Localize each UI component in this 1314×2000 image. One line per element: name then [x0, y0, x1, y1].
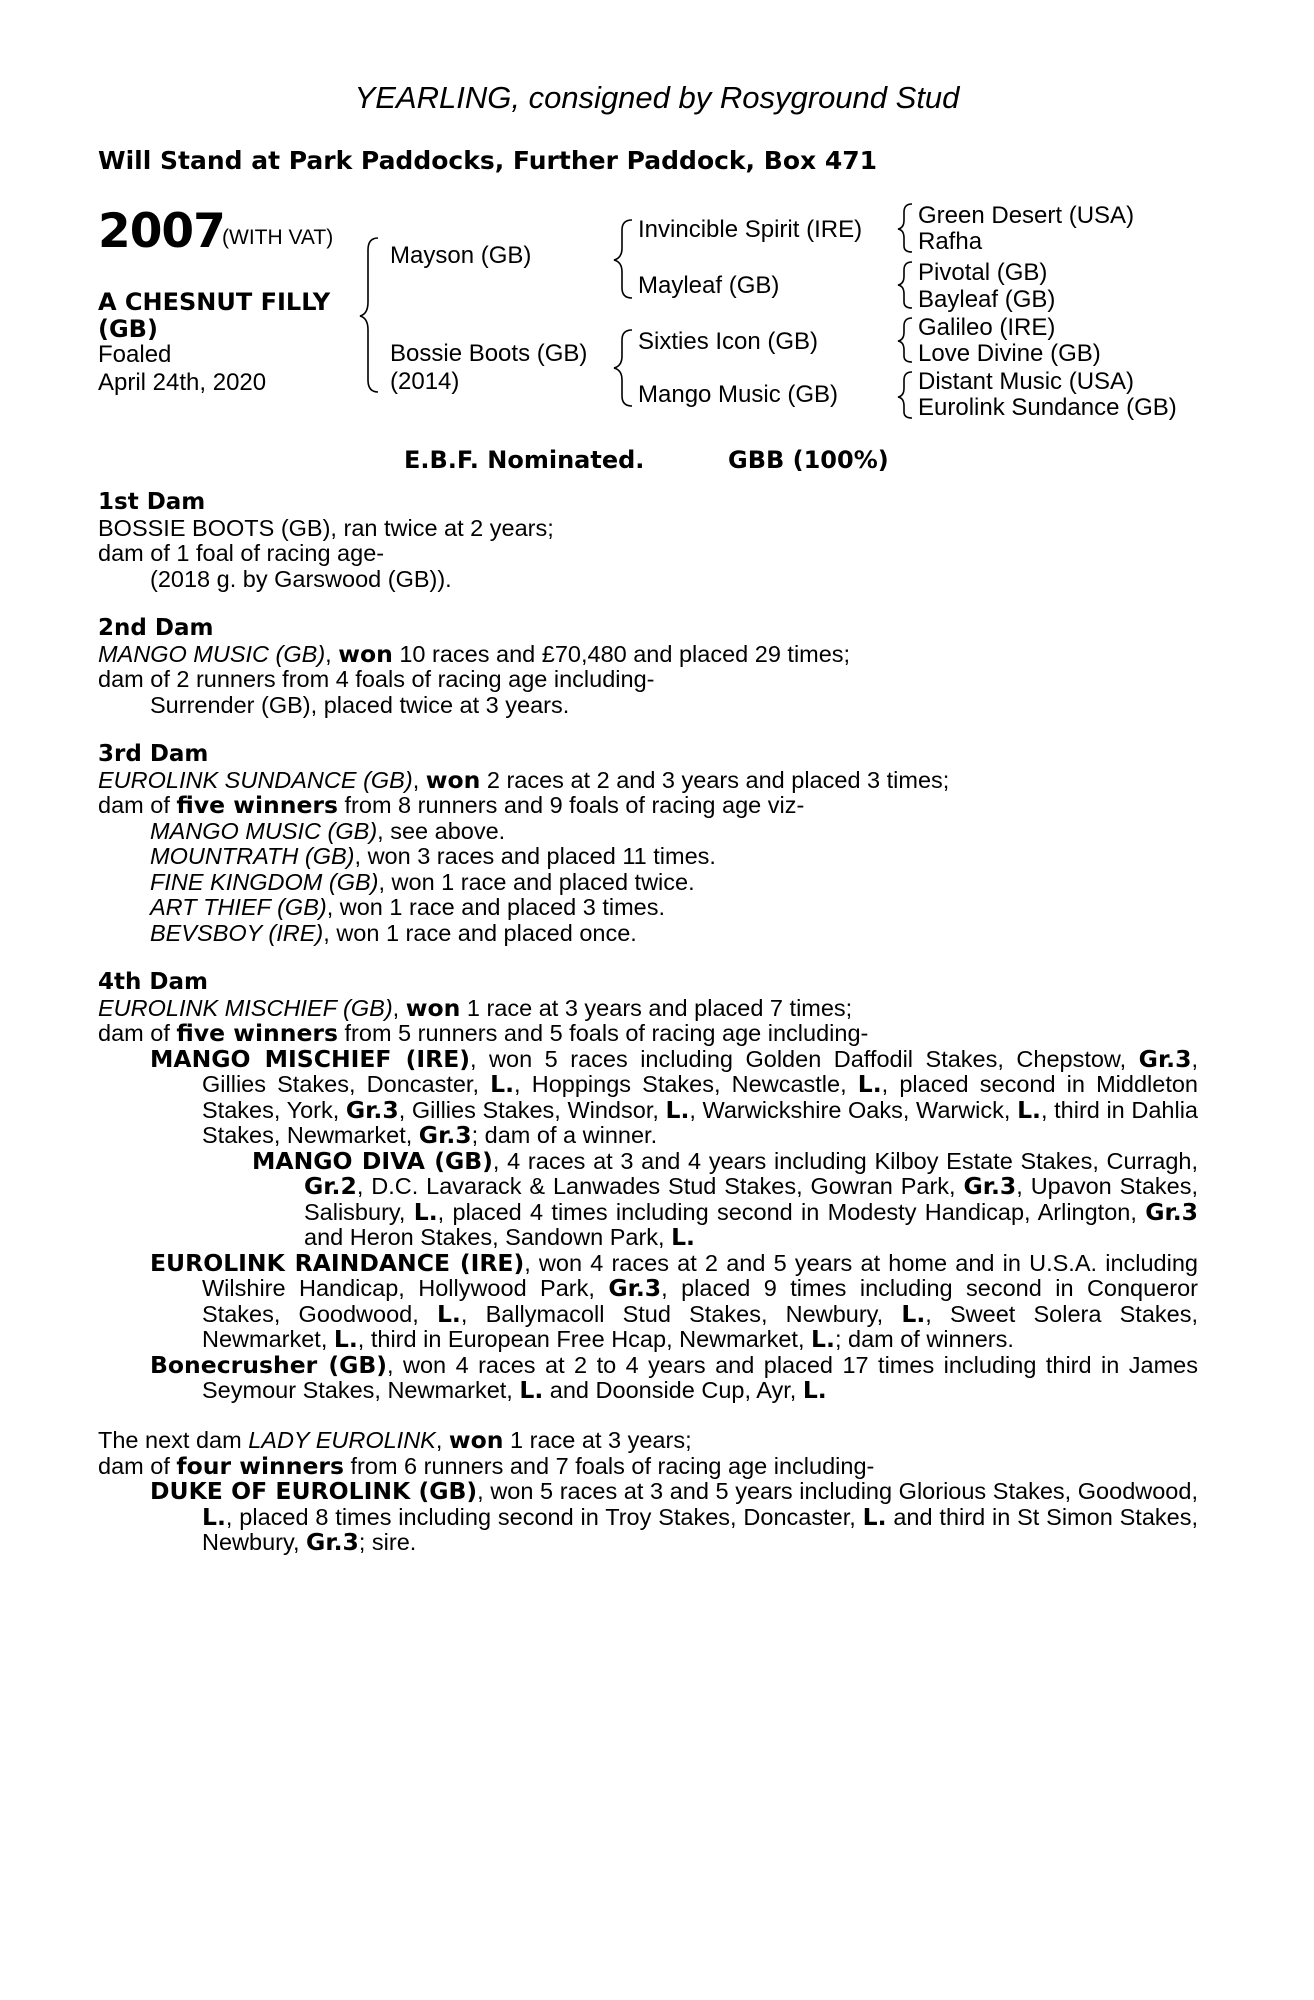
- gg-dam-4: Eurolink Sundance (GB): [918, 394, 1177, 421]
- second-dam-name: MANGO MUSIC (GB): [98, 640, 326, 667]
- progeny-bonecrusher: Bonecrusher (GB), won 4 races at 2 to 4 years and placed 17 times including third in James Seymour Stakes, Newmarket, L. and Doonside Cup, Ayr, L.: [150, 1350, 1198, 1404]
- third-dam-heading: 3rd Dam: [98, 741, 209, 767]
- second-dam-section: [98, 616, 1198, 718]
- catalogue-title: YEARLING, consigned by Rosyground Stud: [354, 80, 960, 115]
- progeny-eurolink-raindance: EUROLINK RAINDANCE (IRE), won 4 races at 2 and 5 years at home and in U.S.A. including Wilshire Handicap, Hollywood Park, Gr.3, placed 9 times including second in Conqueror Stakes, Goodwood, L., Ballymacoll Stud Stakes, Newbury, L., Sweet Solera Stakes, Newmarket, L., third in European Free Hcap, Newmarket, L.; dam of winners.: [150, 1248, 1198, 1353]
- gg-sire-1: Green Desert (USA): [918, 202, 1135, 229]
- first-dam-heading: 1st Dam: [98, 489, 206, 515]
- next-dam-line: The next dam LADY EUROLINK, won 1 race at 3 years;: [98, 1426, 692, 1454]
- sire-name: Mayson (GB): [390, 242, 532, 269]
- gg-dam-3: Love Divine (GB): [918, 340, 1101, 367]
- horse-description: A CHESNUT FILLY: [98, 288, 331, 316]
- second-dam-foal: Surrender (GB), placed twice at 3 years.: [150, 691, 570, 718]
- gg-dam-1: Rafha: [918, 228, 983, 255]
- first-dam-line: BOSSIE BOOTS (GB), ran twice at 2 years;: [98, 514, 554, 541]
- dam-year: (2014): [390, 368, 460, 395]
- first-dam-section: [98, 490, 1198, 592]
- sire-dam-name: Mayleaf (GB): [638, 272, 780, 299]
- dam-sire-name: Sixties Icon (GB): [638, 328, 819, 355]
- third-dam-produce-line: dam of five winners from 8 runners and 9 foals of racing age viz-: [98, 791, 805, 819]
- third-dam-progeny: MOUNTRATH (GB), won 3 races and placed 11 times.: [150, 843, 716, 869]
- foaled-date: April 24th, 2020: [98, 369, 267, 396]
- second-dam-heading: 2nd Dam: [98, 615, 214, 641]
- next-dam-section: [98, 1428, 1198, 1556]
- gbb-status: GBB (100%): [728, 446, 889, 474]
- sire-sire-name: Invincible Spirit (IRE): [638, 216, 863, 243]
- third-dam-progeny: MANGO MUSIC (GB), see above.: [150, 817, 506, 844]
- dam-name: Bossie Boots (GB): [390, 340, 588, 367]
- fourth-dam-heading: 4th Dam: [98, 969, 208, 995]
- lot-number: 2007: [98, 204, 225, 259]
- first-dam-foal: (2018 g. by Garswood (GB)).: [150, 565, 452, 592]
- next-dam-name: LADY EUROLINK: [248, 1427, 436, 1453]
- foaled-label: Foaled: [98, 341, 172, 368]
- third-dam-line: EUROLINK SUNDANCE (GB), won 2 races at 2 and 3 years and placed 3 times;: [98, 765, 950, 794]
- third-dam-name: EUROLINK SUNDANCE (GB): [98, 766, 413, 793]
- third-dam-progeny: BEVSBOY (IRE), won 1 race and placed once.: [150, 919, 637, 946]
- progeny-mango-mischief: MANGO MISCHIEF (IRE), won 5 races including Golden Daffodil Stakes, Chepstow, Gr.3, Gillies Stakes, Doncaster, L., Hoppings Stakes, Newcastle, L., placed second in Middleton Stakes, York, Gr.3, Gillies Stakes, Windsor, L., Warwickshire Oaks, Warwick, L., third in Dahlia Stakes, Newmarket, Gr.3; dam of a winner.: [150, 1044, 1199, 1149]
- gg-dam-2: Bayleaf (GB): [918, 286, 1056, 313]
- dam-dam-name: Mango Music (GB): [638, 381, 839, 408]
- fourth-dam-produce-line: dam of five winners from 5 runners and 5 foals of racing age including-: [98, 1019, 869, 1047]
- progeny-mango-diva: MANGO DIVA (GB), 4 races at 3 and 4 years including Kilboy Estate Stakes, Curragh, Gr.2, D.C. Lavarack & Lanwades Stud Stakes, Gowran Park, Gr.3, Upavon Stakes, Salisbury, L., placed 4 times including second in Modesty Handicap, Arlington, Gr.3 and Heron Stakes, Sandown Park, L.: [252, 1146, 1198, 1251]
- stand-location: Will Stand at Park Paddocks, Further Paddock, Box 471: [98, 146, 878, 175]
- first-dam-produce-line: dam of 1 foal of racing age-: [98, 540, 385, 566]
- third-dam-section: [98, 742, 1198, 946]
- third-dam-progeny: ART THIEF (GB), won 1 race and placed 3 times.: [150, 894, 666, 920]
- next-dam-produce-line: dam of four winners from 6 runners and 7 foals of racing age including-: [98, 1451, 875, 1480]
- horse-origin: (GB): [98, 315, 158, 343]
- gg-sire-2: Pivotal (GB): [918, 259, 1048, 286]
- fourth-dam-line: EUROLINK MISCHIEF (GB), won 1 race at 3 years and placed 7 times;: [98, 993, 853, 1022]
- gg-sire-4: Distant Music (USA): [918, 368, 1135, 395]
- fourth-dam-section: [98, 970, 1198, 1404]
- second-dam-line: MANGO MUSIC (GB), won 10 races and £70,480 and placed 29 times;: [98, 639, 851, 668]
- vat-note: (WITH VAT): [222, 226, 334, 249]
- fourth-dam-name: EUROLINK MISCHIEF (GB): [98, 994, 393, 1021]
- second-dam-produce-line: dam of 2 runners from 4 foals of racing age including-: [98, 666, 655, 692]
- third-dam-progeny: FINE KINGDOM (GB), won 1 race and placed twice.: [150, 868, 695, 895]
- progeny-duke-of-eurolink: DUKE OF EUROLINK (GB), won 5 races at 3 and 5 years including Glorious Stakes, Goodwood, L., placed 8 times including second in Troy Stakes, Doncaster, L. and third in St Simon Stakes, Newbury, Gr.3; sire.: [150, 1477, 1198, 1556]
- gg-sire-3: Galileo (IRE): [918, 314, 1056, 341]
- ebf-nominated: E.B.F. Nominated.: [404, 446, 645, 474]
